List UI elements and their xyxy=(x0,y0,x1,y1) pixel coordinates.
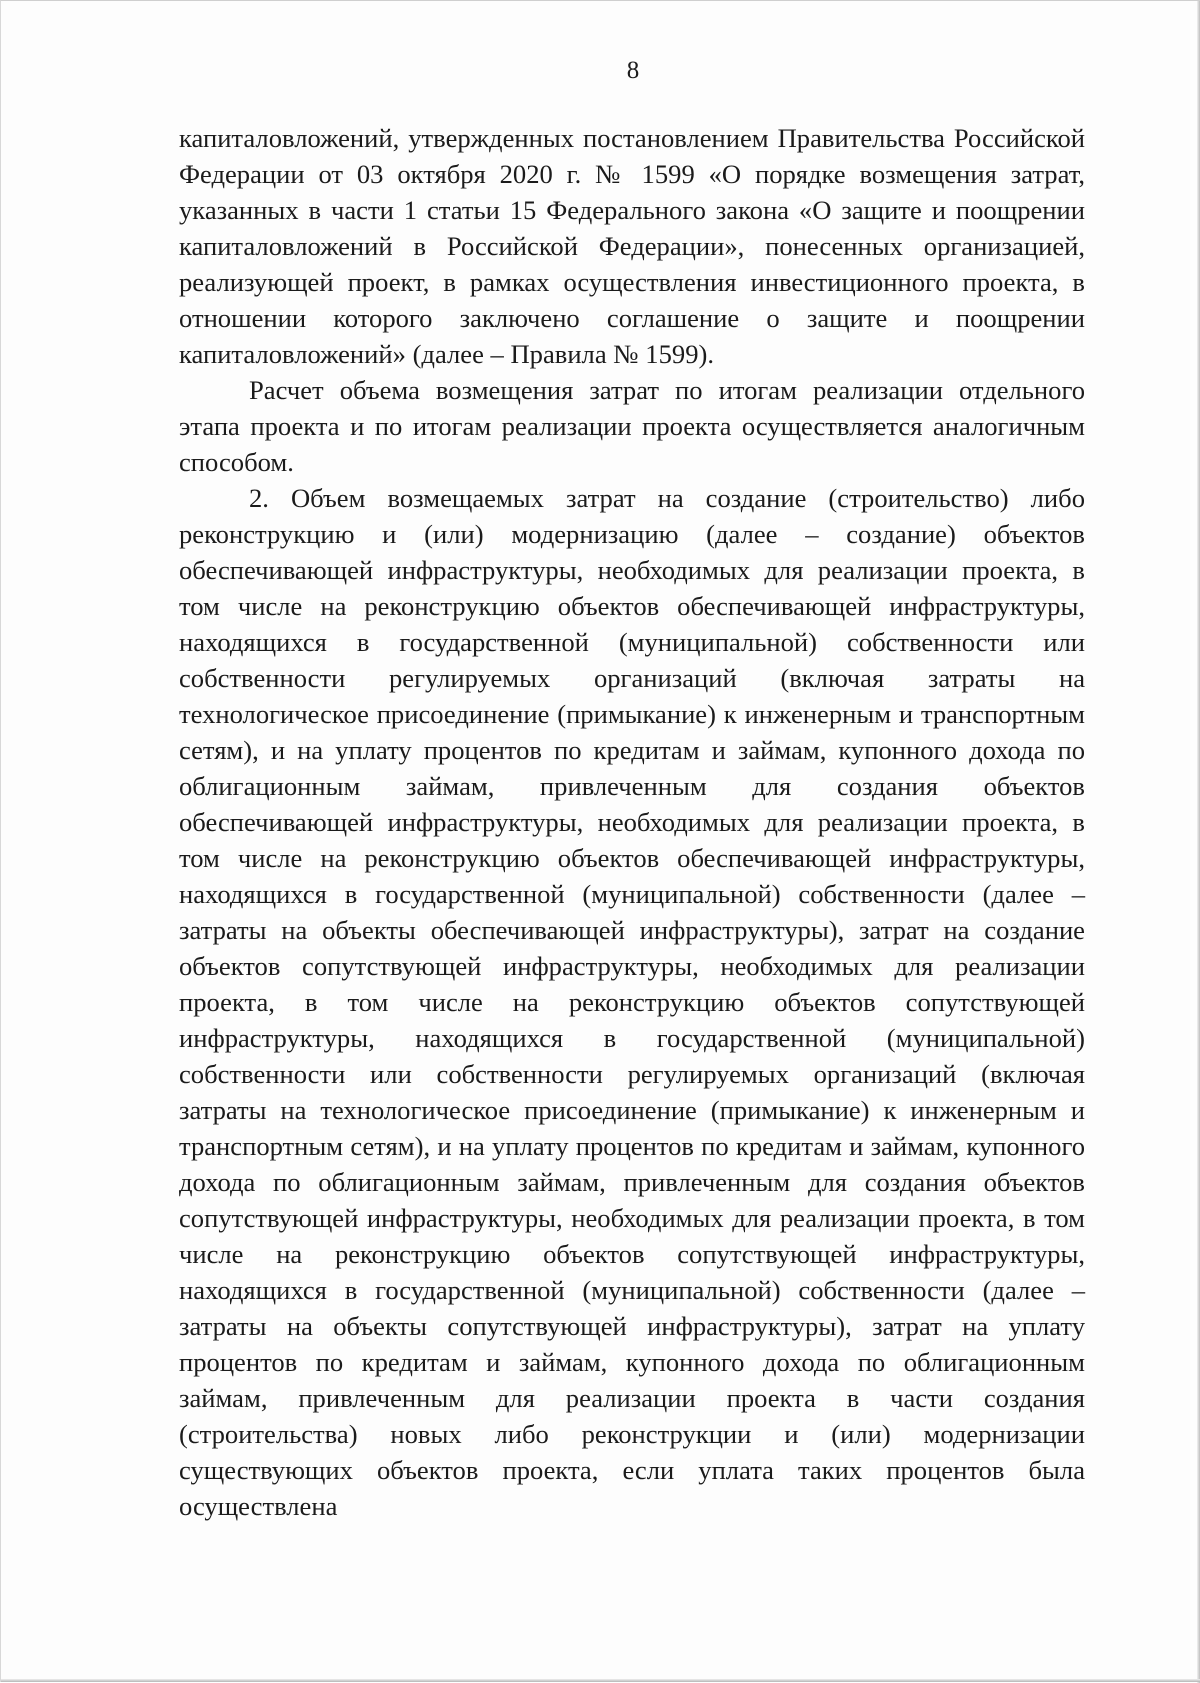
paragraph-calculation-method: Расчет объема возмещения затрат по итогам реализации отдельного этапа проекта и по итогам реализации проекта осуществляется аналогичным способом. xyxy=(179,375,1085,477)
paragraph-item-2: 2. Объем возмещаемых затрат на создание (строительство) либо реконструкцию и (или) модернизацию (далее – создание) объектов обеспечивающей инфраструктуры, необходимых для реализации проекта, в том числе на реконструкцию объектов обеспечивающей инфраструктуры, находящихся в государственной (муниципальной) собственности или собственности регулируемых организаций (включая затраты на технологическое присоединение (примыкание) к инженерным и транспортным сетям), и на уплату процентов по кредитам и займам, купонного дохода по облигационным займам, привлеченным для создания объектов обеспечивающей инфраструктуры, необходимых для реализации проекта, в том числе на реконструкцию объектов обеспечивающей инфраструктуры, находящихся в государственной (муниципальной) собственности (далее – затраты на объекты обеспечивающей инфраструктуры), затрат на создание объектов сопутствующей инфраструктуры, необходимых для реализации проекта, в том числе на реконструкцию объектов сопутствующей инфраструктуры, находящихся в государственной (муниципальной) собственности или собственности регулируемых организаций (включая затраты на технологическое присоединение (примыкание) к инженерным и транспортным сетям), и на уплату процентов по кредитам и займам, купонного дохода по облигационным займам, привлеченным для создания объектов сопутствующей инфраструктуры, необходимых для реализации проекта, в том числе на реконструкцию объектов сопутствующей инфраструктуры, находящихся в государственной (муниципальной) собственности (далее – затраты на объекты сопутствующей инфраструктуры), затрат на уплату процентов по кредитам и займам, купонного дохода по облигационным займам, привлеченным для реализации проекта в части создания (строительства) новых либо реконструкции и (или) модернизации существующих объектов проекта, если уплата таких процентов была осуществлена xyxy=(179,483,1085,1521)
document-body xyxy=(179,120,1085,1524)
paragraph-continuation: капиталовложений, утвержденных постановлением Правительства Российской Федерации от 03 октября 2020 г. № 1599 «О порядке возмещения затрат, указанных в части 1 статьи 15 Федерального закона «О защите и поощрении капиталовложений в Российской Федерации», понесенных организацией, реализующей проект, в рамках осуществления инвестиционного проекта, в отношении которого заключено соглашение о защите и поощрении капиталовложений» (далее – Правила № 1599). xyxy=(179,123,1085,369)
page-number: 8 xyxy=(626,57,640,84)
